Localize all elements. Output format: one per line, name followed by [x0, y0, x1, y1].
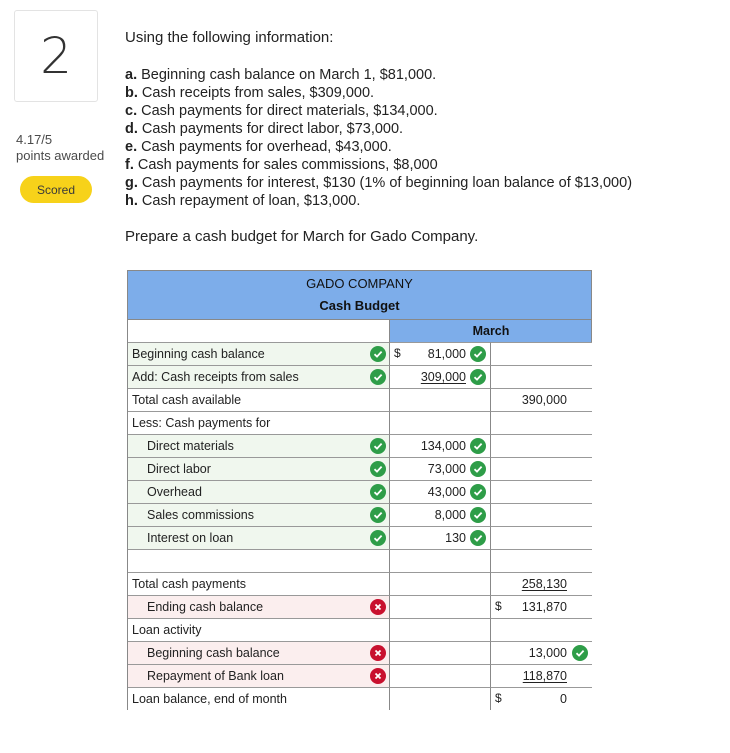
receipts-total[interactable]: [491, 365, 592, 388]
blank-label[interactable]: [128, 549, 390, 572]
table-row: [127, 457, 592, 480]
table-row: [127, 480, 592, 503]
amount-value: 81,000: [427, 347, 466, 361]
budget-title: Cash Budget: [319, 298, 400, 313]
incorrect-x-icon: [370, 599, 386, 615]
loan-repayment-label[interactable]: Repayment of Bank loan: [128, 664, 390, 687]
correct-check-icon: [370, 507, 386, 523]
question-number[interactable]: 2: [14, 10, 98, 102]
loan-activity-mid[interactable]: [390, 618, 491, 641]
incorrect-x-icon: [370, 645, 386, 661]
ending-cash-label[interactable]: Ending cash balance: [128, 595, 390, 618]
amount-value: 131,870: [521, 600, 567, 614]
info-item: c. Cash payments for direct materials, $134,000.: [125, 103, 438, 119]
scored-badge: Scored: [20, 176, 92, 203]
amount-value: 43,000: [427, 485, 466, 499]
direct-materials-amount[interactable]: [390, 434, 491, 457]
points-awarded: [16, 132, 104, 164]
incorrect-x-icon: [370, 668, 386, 684]
overhead-amount[interactable]: [390, 480, 491, 503]
amount-value: 130: [445, 531, 466, 545]
correct-check-icon: [470, 346, 486, 362]
dollar-sign: $: [495, 599, 502, 613]
amount-value: 0: [560, 692, 567, 706]
correct-check-icon: [572, 645, 588, 661]
amount-value: 118,870: [522, 669, 567, 683]
table-row: [127, 365, 592, 388]
total-payments-amount[interactable]: [491, 572, 592, 595]
amount-value: 73,000: [427, 462, 466, 476]
less-payments-mid[interactable]: [390, 411, 491, 434]
table-row: [127, 572, 592, 595]
table-row: [127, 687, 592, 710]
budget-header: [127, 270, 592, 319]
beginning-cash-label[interactable]: Beginning cash balance: [128, 342, 390, 365]
sales-commissions-right[interactable]: [491, 503, 592, 526]
interest-label[interactable]: Interest on loan: [128, 526, 390, 549]
receipts-label[interactable]: Add: Cash receipts from sales: [128, 365, 390, 388]
loan-activity-label: Loan activity: [128, 618, 390, 641]
cash-budget-table: [127, 270, 592, 710]
loan-beginning-amount[interactable]: [491, 641, 592, 664]
info-item: b. Cash receipts from sales, $309,000.: [125, 85, 375, 101]
dollar-sign: $: [495, 691, 502, 705]
correct-check-icon: [470, 369, 486, 385]
amount-value: 390,000: [521, 393, 567, 407]
sales-commissions-label[interactable]: Sales commissions: [128, 503, 390, 526]
column-header-row: [127, 319, 592, 342]
receipts-amount[interactable]: [390, 365, 491, 388]
correct-check-icon: [370, 461, 386, 477]
correct-check-icon: [470, 484, 486, 500]
loan-end-amount[interactable]: [491, 687, 592, 710]
table-row: [127, 526, 592, 549]
info-item: g. Cash payments for interest, $130 (1% of beginning loan balance of $13,000): [125, 175, 633, 191]
amount-value: 134,000: [420, 439, 466, 453]
info-item: e. Cash payments for overhead, $43,000.: [125, 139, 392, 155]
direct-labor-amount[interactable]: [390, 457, 491, 480]
problem-intro: Using the following information:: [125, 29, 334, 46]
info-item: d. Cash payments for direct labor, $73,000.: [125, 121, 404, 137]
loan-activity-right[interactable]: [491, 618, 592, 641]
correct-check-icon: [370, 438, 386, 454]
blank-right[interactable]: [491, 549, 592, 572]
correct-check-icon: [370, 484, 386, 500]
table-row: [127, 664, 592, 687]
amount-value: 8,000: [434, 508, 466, 522]
beginning-cash-total[interactable]: [491, 342, 592, 365]
loan-end-label: Loan balance, end of month: [128, 687, 390, 710]
total-payments-mid[interactable]: [390, 572, 491, 595]
correct-check-icon: [470, 530, 486, 546]
loan-end-mid[interactable]: [390, 687, 491, 710]
blank-mid[interactable]: [390, 549, 491, 572]
problem-info-list: [125, 66, 632, 210]
loan-beginning-label[interactable]: Beginning cash balance: [128, 641, 390, 664]
table-row: [127, 434, 592, 457]
amount-value: 309,000: [420, 370, 466, 384]
overhead-label[interactable]: Overhead: [128, 480, 390, 503]
correct-check-icon: [470, 438, 486, 454]
points-label: points awarded: [16, 148, 105, 163]
direct-materials-label[interactable]: Direct materials: [128, 434, 390, 457]
beginning-cash-amount[interactable]: [390, 342, 491, 365]
table-row: [127, 641, 592, 664]
sales-commissions-amount[interactable]: [390, 503, 491, 526]
column-header-march: March: [472, 324, 510, 338]
amount-value: 13,000: [528, 646, 567, 660]
table-row: [127, 342, 592, 365]
direct-labor-label[interactable]: Direct labor: [128, 457, 390, 480]
company-name: GADO COMPANY: [306, 276, 413, 291]
loan-repayment-amount[interactable]: [491, 664, 592, 687]
problem-prompt: Prepare a cash budget for March for Gado Company.: [125, 228, 479, 245]
info-item: h. Cash repayment of loan, $13,000.: [125, 193, 361, 209]
ending-cash-amount[interactable]: [491, 595, 592, 618]
table-row-blank: [127, 549, 592, 572]
table-row: [127, 618, 592, 641]
loan-repayment-mid[interactable]: [390, 664, 491, 687]
dollar-sign: $: [394, 346, 401, 360]
table-row: [127, 411, 592, 434]
info-item: a. Beginning cash balance on March 1, $81,000.: [125, 67, 437, 83]
overhead-right[interactable]: [491, 480, 592, 503]
less-payments-right[interactable]: [491, 411, 592, 434]
loan-beginning-mid[interactable]: [390, 641, 491, 664]
correct-check-icon: [370, 530, 386, 546]
table-row: [127, 388, 592, 411]
total-available-mid[interactable]: [390, 388, 491, 411]
correct-check-icon: [470, 461, 486, 477]
interest-right[interactable]: [491, 526, 592, 549]
correct-check-icon: [370, 369, 386, 385]
points-score: 4.17/5: [16, 132, 53, 147]
direct-labor-right[interactable]: [491, 457, 592, 480]
info-item: f. Cash payments for sales commissions, $8,000: [125, 157, 438, 173]
correct-check-icon: [470, 507, 486, 523]
total-available-label: Total cash available: [128, 388, 390, 411]
total-available-amount[interactable]: [491, 388, 592, 411]
amount-value: 258,130: [521, 577, 567, 591]
correct-check-icon: [370, 346, 386, 362]
direct-materials-right[interactable]: [491, 434, 592, 457]
table-row: [127, 595, 592, 618]
less-payments-label: Less: Cash payments for: [128, 411, 390, 434]
column-header-blank: [128, 320, 390, 342]
ending-cash-mid[interactable]: [390, 595, 491, 618]
table-row: [127, 503, 592, 526]
interest-amount[interactable]: [390, 526, 491, 549]
total-payments-label: Total cash payments: [128, 572, 390, 595]
